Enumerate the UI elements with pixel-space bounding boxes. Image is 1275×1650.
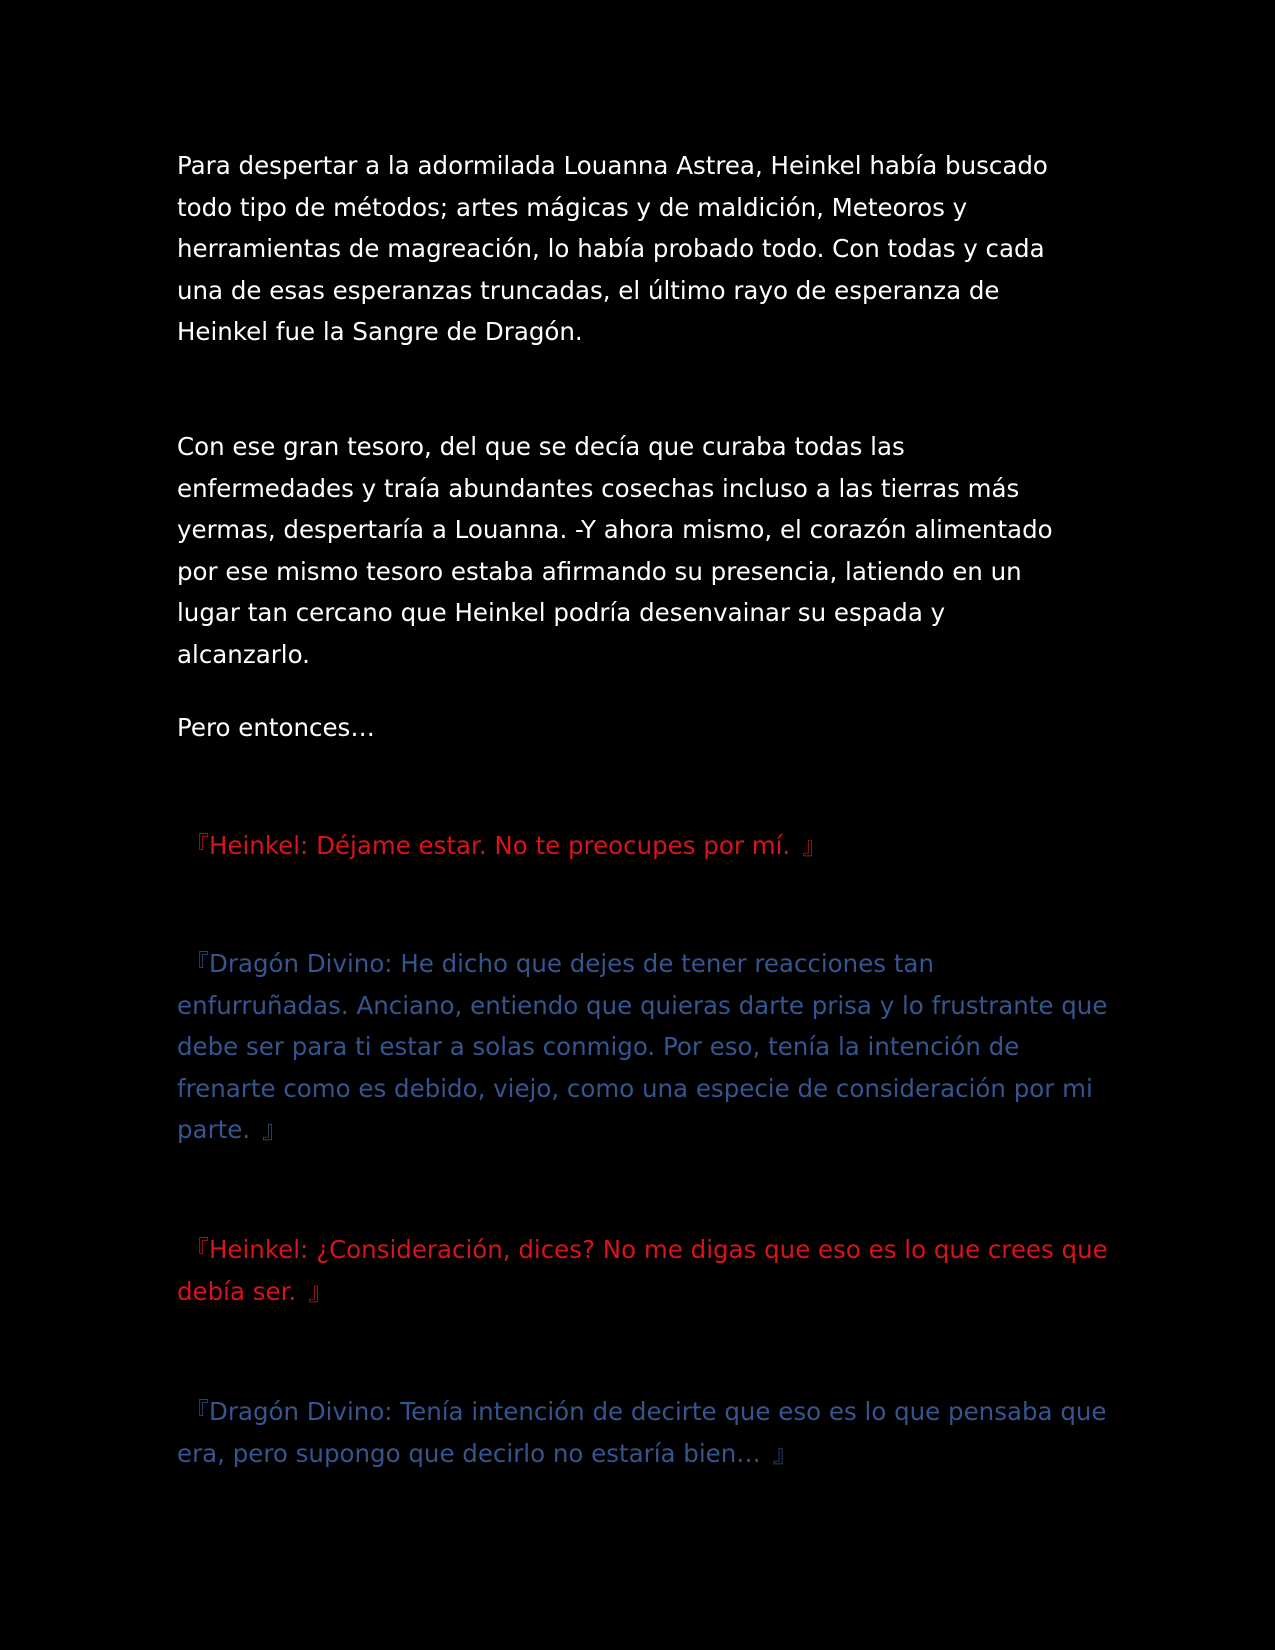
narration-paragraph-1: Para despertar a la adormilada Louanna Astrea, Heinkel había buscado todo tipo de métodos; artes mágicas y de maldición, Meteoros y herramientas de magreación, lo había probado todo. Con todas y cada una de esas esperanzas truncadas, el último rayo de esperanza de Heinkel fue la Sangre de Dragón. <box>177 151 1048 346</box>
dialogue-close-bracket: 』 <box>772 1438 798 1468</box>
dialogue-open-bracket: 『 <box>184 1397 209 1426</box>
dialogue-dragon-1 <box>177 943 1112 1151</box>
dialogue-open-bracket: 『 <box>184 1235 209 1264</box>
dialogue-open-bracket: 『 <box>184 831 209 860</box>
dialogue-dragon-2 <box>177 1391 1112 1474</box>
dialogue-close-bracket: 』 <box>802 831 827 860</box>
dialogue-text: Dragón Divino: Tenía intención de decirte que eso es lo que pensaba que era, pero supongo que decirlo no estaría bien… <box>177 1397 1107 1468</box>
dialogue-text: Heinkel: Déjame estar. No te preocupes por mí. <box>209 831 791 860</box>
dialogue-heinkel-1 <box>177 825 1112 867</box>
dialogue-open-bracket: 『 <box>184 949 209 978</box>
narration-paragraph-3: Pero entonces… <box>177 713 375 742</box>
dialogue-close-bracket: 』 <box>262 1115 287 1144</box>
narration-paragraph-2: Con ese gran tesoro, del que se decía que curaba todas las enfermedades y traía abundantes cosechas incluso a las tierras más yermas, despertaría a Louanna. -Y ahora mismo, el corazón alimentado por ese mismo tesoro estaba afirmando su presencia, latiendo en un lugar tan cercano que Heinkel podría desenvainar su espada y alcanzarlo. <box>177 432 1053 669</box>
dialogue-close-bracket: 』 <box>308 1276 333 1306</box>
dialogue-text: Dragón Divino: He dicho que dejes de tener reacciones tan enfurruñadas. Anciano, entiendo que quieras darte prisa y lo frustrante que debe ser para ti estar a solas conmigo. Por eso, tenía la intención de frenarte como es debido, viejo, como una especie de consideración por mi parte. <box>177 949 1108 1144</box>
dialogue-heinkel-2 <box>177 1229 1112 1312</box>
dialogue-text: Heinkel: ¿Consideración, dices? No me digas que eso es lo que crees que debía ser. <box>177 1235 1108 1306</box>
